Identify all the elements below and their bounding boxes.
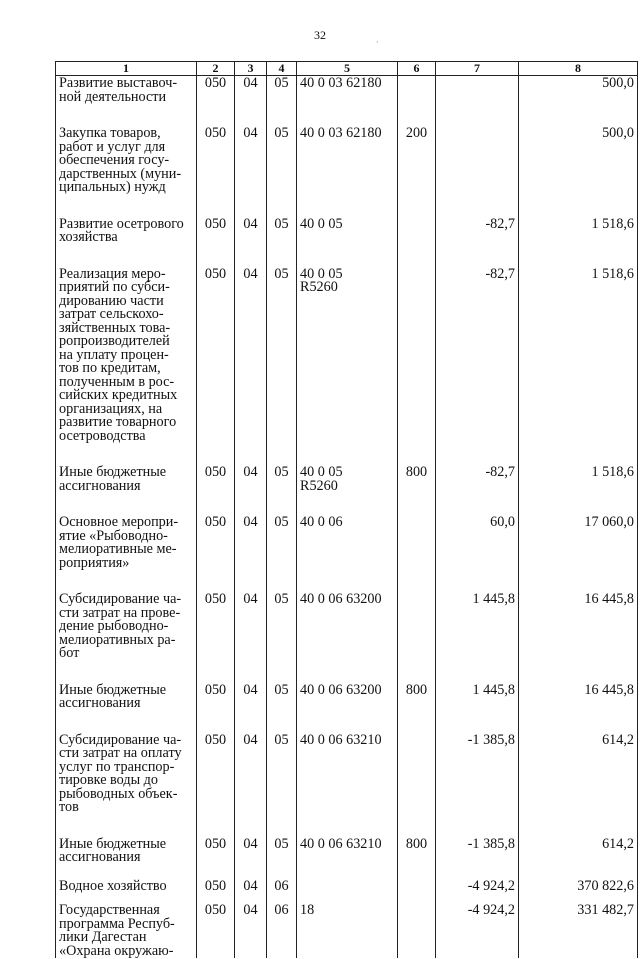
cell-change-amount — [436, 76, 519, 105]
spacer-cell — [436, 865, 519, 879]
spacer-cell — [436, 570, 519, 592]
cell-expense-type — [398, 515, 436, 570]
spacer-cell — [235, 815, 267, 837]
table-row — [56, 267, 638, 444]
row-name: Развитие осетрового хозяйства — [56, 217, 197, 245]
cell-target-article: 40 0 06 — [297, 515, 398, 570]
spacer-cell — [197, 711, 235, 733]
spacer-cell — [398, 893, 436, 903]
cell-ministry-code: 050 — [197, 76, 235, 105]
spacer-cell — [197, 815, 235, 837]
row-name: Реализация меро- приятий по субси- дированию части затрат сельскохо- зяйственных това- ропроизводителей на уплату процен- тов по кредитам, полученным в рос- сийских кредитных организациях, на развитие товарного осетроводства — [56, 267, 197, 444]
spacer-cell — [267, 245, 297, 267]
cell-ministry-code: 050 — [197, 465, 235, 493]
cell-section: 04 — [235, 837, 267, 865]
spacer-cell — [267, 195, 297, 217]
spacer-cell — [297, 493, 398, 515]
spacer-cell — [398, 443, 436, 465]
spacer-cell — [519, 815, 638, 837]
spacer-cell — [235, 570, 267, 592]
table-row — [56, 126, 638, 195]
cell-ministry-code: 050 — [197, 126, 235, 195]
row-spacer — [56, 815, 638, 837]
spacer-cell — [197, 661, 235, 683]
row-name: Закупка товаров, работ и услуг для обеспечения госу- дарственных (муни- ципальных) нужд — [56, 126, 197, 195]
cell-target-article: 40 0 06 63210 — [297, 837, 398, 865]
spacer-cell — [267, 104, 297, 126]
spacer-cell — [436, 493, 519, 515]
cell-total-amount: 17 060,0 — [519, 515, 638, 570]
spacer-cell — [267, 443, 297, 465]
cell-ministry-code: 050 — [197, 903, 235, 958]
cell-target-article: 18 — [297, 903, 398, 958]
cell-total-amount: 370 822,6 — [519, 879, 638, 894]
spacer-cell — [436, 195, 519, 217]
cell-target-article — [297, 879, 398, 894]
spacer-cell — [436, 815, 519, 837]
column-header-4: 4 — [267, 62, 297, 76]
spacer-cell — [56, 104, 197, 126]
cell-target-article: 40 0 05 — [297, 217, 398, 245]
table-row — [56, 837, 638, 865]
spacer-cell — [56, 711, 197, 733]
cell-change-amount: 1 445,8 — [436, 592, 519, 661]
stray-mark: · — [376, 38, 379, 47]
row-name: Иные бюджетные ассигнования — [56, 683, 197, 711]
row-name: Иные бюджетные ассигнования — [56, 465, 197, 493]
cell-total-amount: 1 518,6 — [519, 217, 638, 245]
cell-section: 04 — [235, 465, 267, 493]
cell-expense-type — [398, 217, 436, 245]
cell-section: 04 — [235, 683, 267, 711]
cell-expense-type — [398, 592, 436, 661]
spacer-cell — [56, 570, 197, 592]
table-row — [56, 515, 638, 570]
row-spacer — [56, 443, 638, 465]
cell-target-article: 40 0 06 63210 — [297, 733, 398, 815]
table-row — [56, 683, 638, 711]
cell-total-amount: 614,2 — [519, 733, 638, 815]
spacer-cell — [519, 493, 638, 515]
spacer-cell — [56, 493, 197, 515]
spacer-cell — [297, 195, 398, 217]
column-header-8: 8 — [519, 62, 638, 76]
cell-expense-type: 200 — [398, 126, 436, 195]
row-spacer — [56, 570, 638, 592]
spacer-cell — [267, 493, 297, 515]
table-row — [56, 217, 638, 245]
spacer-cell — [235, 104, 267, 126]
table-row — [56, 879, 638, 894]
table-row — [56, 76, 638, 105]
spacer-cell — [297, 865, 398, 879]
spacer-cell — [235, 661, 267, 683]
cell-section: 04 — [235, 592, 267, 661]
row-name: Государственная программа Респуб- лики Дагестан «Охрана окружаю- — [56, 903, 197, 958]
cell-expense-type: 800 — [398, 465, 436, 493]
column-header-5: 5 — [297, 62, 398, 76]
spacer-cell — [436, 104, 519, 126]
spacer-cell — [197, 443, 235, 465]
cell-total-amount: 1 518,6 — [519, 465, 638, 493]
cell-total-amount: 614,2 — [519, 837, 638, 865]
spacer-cell — [197, 104, 235, 126]
row-name: Иные бюджетные ассигнования — [56, 837, 197, 865]
cell-target-article: 40 0 06 63200 — [297, 592, 398, 661]
spacer-cell — [56, 815, 197, 837]
cell-change-amount: -4 924,2 — [436, 903, 519, 958]
cell-section: 04 — [235, 267, 267, 444]
row-spacer — [56, 865, 638, 879]
table-row — [56, 903, 638, 958]
spacer-cell — [519, 195, 638, 217]
cell-change-amount: 1 445,8 — [436, 683, 519, 711]
cell-subsection: 05 — [267, 733, 297, 815]
spacer-cell — [197, 245, 235, 267]
spacer-cell — [297, 570, 398, 592]
cell-target-article: 40 0 05 R5260 — [297, 267, 398, 444]
row-name: Водное хозяйство — [56, 879, 197, 894]
cell-ministry-code: 050 — [197, 733, 235, 815]
row-name: Субсидирование ча- сти затрат на прове- дение рыбоводно- мелиоративных ра- бот — [56, 592, 197, 661]
cell-expense-type — [398, 903, 436, 958]
spacer-cell — [235, 711, 267, 733]
cell-ministry-code: 050 — [197, 592, 235, 661]
spacer-cell — [398, 815, 436, 837]
row-spacer — [56, 493, 638, 515]
cell-ministry-code: 050 — [197, 683, 235, 711]
cell-subsection: 05 — [267, 267, 297, 444]
page-number: 32 — [314, 28, 326, 42]
cell-total-amount: 16 445,8 — [519, 592, 638, 661]
cell-total-amount: 500,0 — [519, 76, 638, 105]
cell-subsection: 05 — [267, 515, 297, 570]
spacer-cell — [398, 245, 436, 267]
cell-change-amount — [436, 126, 519, 195]
spacer-cell — [398, 493, 436, 515]
spacer-cell — [235, 245, 267, 267]
spacer-cell — [297, 443, 398, 465]
cell-total-amount: 1 518,6 — [519, 267, 638, 444]
spacer-cell — [235, 493, 267, 515]
cell-subsection: 05 — [267, 76, 297, 105]
cell-section: 04 — [235, 217, 267, 245]
cell-target-article: 40 0 03 62180 — [297, 126, 398, 195]
cell-change-amount: 60,0 — [436, 515, 519, 570]
spacer-cell — [436, 661, 519, 683]
table-row — [56, 592, 638, 661]
table-header-row — [56, 62, 638, 76]
spacer-cell — [398, 865, 436, 879]
spacer-cell — [519, 865, 638, 879]
cell-expense-type — [398, 76, 436, 105]
spacer-cell — [398, 195, 436, 217]
spacer-cell — [436, 245, 519, 267]
cell-total-amount: 500,0 — [519, 126, 638, 195]
spacer-cell — [56, 195, 197, 217]
spacer-cell — [519, 443, 638, 465]
row-spacer — [56, 245, 638, 267]
cell-total-amount: 16 445,8 — [519, 683, 638, 711]
spacer-cell — [197, 570, 235, 592]
cell-target-article: 40 0 06 63200 — [297, 683, 398, 711]
spacer-cell — [519, 245, 638, 267]
row-name: Субсидирование ча- сти затрат на оплату услуг по транспор- тировке воды до рыбоводных объек- тов — [56, 733, 197, 815]
cell-subsection: 05 — [267, 217, 297, 245]
spacer-cell — [398, 570, 436, 592]
cell-change-amount: -1 385,8 — [436, 837, 519, 865]
cell-target-article: 40 0 05 R5260 — [297, 465, 398, 493]
cell-expense-type: 800 — [398, 837, 436, 865]
table-row — [56, 465, 638, 493]
cell-change-amount: -1 385,8 — [436, 733, 519, 815]
cell-subsection: 05 — [267, 683, 297, 711]
spacer-cell — [197, 865, 235, 879]
spacer-cell — [267, 711, 297, 733]
spacer-cell — [297, 815, 398, 837]
row-spacer — [56, 195, 638, 217]
spacer-cell — [56, 245, 197, 267]
cell-expense-type — [398, 267, 436, 444]
cell-change-amount: -82,7 — [436, 465, 519, 493]
spacer-cell — [297, 104, 398, 126]
cell-subsection: 05 — [267, 126, 297, 195]
spacer-cell — [56, 661, 197, 683]
cell-change-amount: -4 924,2 — [436, 879, 519, 894]
row-name: Развитие выставоч- ной деятельности — [56, 76, 197, 105]
cell-expense-type — [398, 733, 436, 815]
spacer-cell — [398, 104, 436, 126]
cell-section: 04 — [235, 733, 267, 815]
spacer-cell — [519, 104, 638, 126]
cell-subsection: 05 — [267, 592, 297, 661]
spacer-cell — [436, 443, 519, 465]
column-header-1: 1 — [56, 62, 197, 76]
cell-subsection: 05 — [267, 465, 297, 493]
spacer-cell — [267, 865, 297, 879]
cell-ministry-code: 050 — [197, 515, 235, 570]
spacer-cell — [297, 711, 398, 733]
row-name: Основное меропри- ятие «Рыбоводно- мелиоративные ме- роприятия» — [56, 515, 197, 570]
spacer-cell — [235, 443, 267, 465]
cell-subsection: 06 — [267, 879, 297, 894]
spacer-cell — [519, 661, 638, 683]
row-spacer — [56, 661, 638, 683]
cell-expense-type: 800 — [398, 683, 436, 711]
cell-ministry-code: 050 — [197, 879, 235, 894]
spacer-cell — [197, 493, 235, 515]
spacer-cell — [56, 865, 197, 879]
cell-expense-type — [398, 879, 436, 894]
spacer-cell — [56, 443, 197, 465]
spacer-cell — [436, 711, 519, 733]
spacer-cell — [267, 815, 297, 837]
cell-ministry-code: 050 — [197, 837, 235, 865]
cell-ministry-code: 050 — [197, 267, 235, 444]
column-header-6: 6 — [398, 62, 436, 76]
spacer-cell — [297, 661, 398, 683]
spacer-cell — [235, 865, 267, 879]
spacer-cell — [267, 661, 297, 683]
table-row — [56, 733, 638, 815]
budget-table — [55, 61, 638, 958]
row-spacer — [56, 104, 638, 126]
cell-total-amount: 331 482,7 — [519, 903, 638, 958]
column-header-7: 7 — [436, 62, 519, 76]
cell-subsection: 05 — [267, 837, 297, 865]
cell-section: 04 — [235, 126, 267, 195]
spacer-cell — [519, 570, 638, 592]
spacer-cell — [398, 661, 436, 683]
spacer-cell — [235, 195, 267, 217]
cell-section: 04 — [235, 879, 267, 894]
spacer-cell — [398, 711, 436, 733]
cell-section: 04 — [235, 903, 267, 958]
cell-target-article: 40 0 03 62180 — [297, 76, 398, 105]
spacer-cell — [297, 245, 398, 267]
cell-change-amount: -82,7 — [436, 267, 519, 444]
cell-section: 04 — [235, 76, 267, 105]
cell-change-amount: -82,7 — [436, 217, 519, 245]
column-header-3: 3 — [235, 62, 267, 76]
spacer-cell — [519, 711, 638, 733]
table-body — [56, 76, 638, 959]
row-spacer — [56, 711, 638, 733]
column-header-2: 2 — [197, 62, 235, 76]
spacer-cell — [197, 195, 235, 217]
spacer-cell — [267, 570, 297, 592]
cell-section: 04 — [235, 515, 267, 570]
cell-ministry-code: 050 — [197, 217, 235, 245]
cell-subsection: 06 — [267, 903, 297, 958]
